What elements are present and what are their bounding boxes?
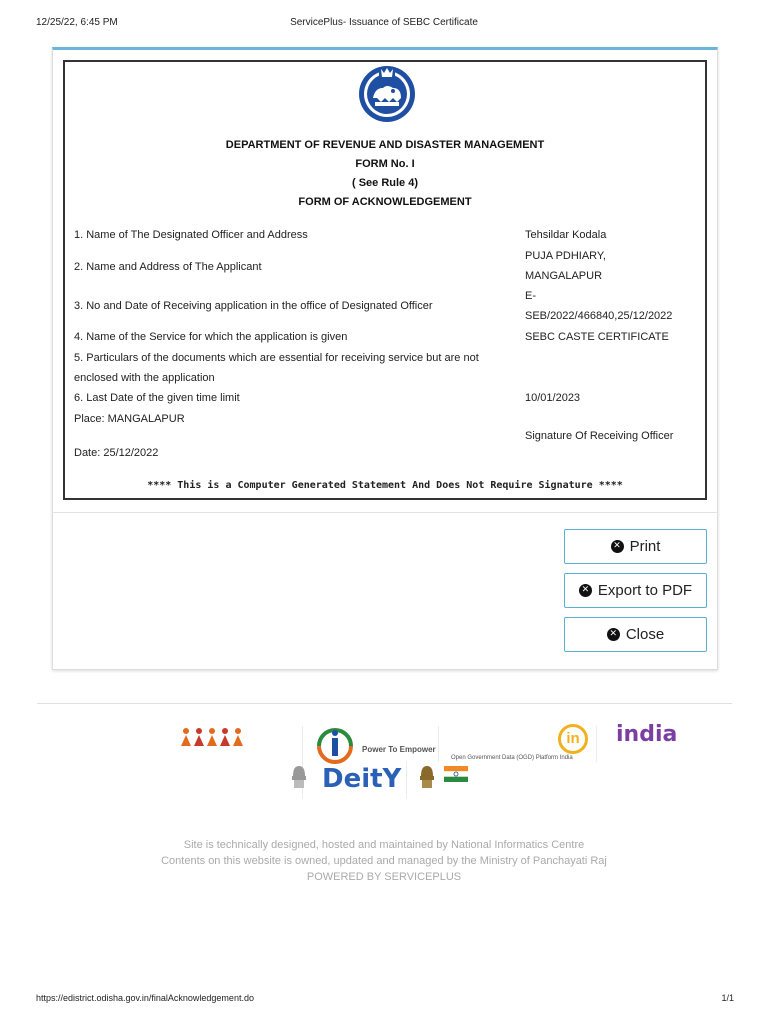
odisha-emblem-icon [357,64,417,124]
print-page-count: 1/1 [721,993,734,1003]
date-text: Date: 25/12/2022 [74,447,159,459]
row-3-value-line2: SEB/2022/466840,25/12/2022 [525,310,673,322]
deity-logo-icon [315,724,355,766]
acknowledgement-form [63,60,707,500]
partner-logos [170,718,690,808]
footer-divider [37,703,732,704]
department-heading: DEPARTMENT OF REVENUE AND DISASTER MANAGEMENT [225,139,545,151]
form-headings [65,136,705,212]
row-4-label: 4. Name of the Service for which the application is given [74,331,348,343]
signature-text: Signature Of Receiving Officer [525,430,674,442]
deity-tagline: Power To Empower [362,745,436,754]
row-3-label: 3. No and Date of Receiving application in the office of Designated Officer [74,300,433,312]
close-button-label: Close [625,626,665,643]
row-2-value-line2: MANGALAPUR [525,270,603,282]
people-figures-logo-icon [180,726,244,748]
row-6-value: 10/01/2023 [525,392,581,404]
row-2-label: 2. Name and Address of The Applicant [74,261,262,273]
indian-flag-icon [444,766,468,782]
logo-separator [406,762,407,798]
row-2-value-line1: PUJA PDHIARY, [525,250,606,262]
rule-heading: ( See Rule 4) [351,177,419,189]
close-circle-icon: ✕ [579,584,592,597]
form-title-heading: FORM OF ACKNOWLEDGEMENT [298,196,472,208]
row-5-label-line2: enclosed with the application [74,372,215,384]
row-1-label: 1. Name of The Designated Officer and Address [74,229,308,241]
print-button-label: Print [629,538,661,555]
logo-separator [438,726,439,762]
logo-separator [596,726,597,762]
footer-line-nic: Site is technically designed, hosted and maintained by National Informatics Centre [183,839,585,851]
india-wordmark: india [616,722,678,747]
national-emblem-icon [416,762,438,796]
print-url: https://edistrict.odisha.gov.in/finalAcknowledgement.do [36,993,254,1003]
close-button[interactable] [564,617,707,652]
row-1-value: Tehsildar Kodala [525,229,607,241]
panel-divider [52,512,718,513]
print-header [0,14,768,34]
row-4-value: SEBC CASTE CERTIFICATE [525,331,669,343]
ogd-logo-text: in [566,730,580,747]
row-6-label: 6. Last Date of the given time limit [74,392,240,404]
close-circle-icon: ✕ [607,628,620,641]
footer-line-ministry: Contents on this website is owned, updated and managed by the Ministry of Panchayati Raj [161,855,607,867]
print-page-title: ServicePlus- Issuance of SEBC Certificate [290,17,478,28]
ogd-caption: Open Government Data (OGD) Platform India [451,755,573,761]
place-text: Place: MANGALAPUR [74,413,185,425]
close-circle-icon: ✕ [611,540,624,553]
national-emblem-icon [288,762,310,796]
print-button[interactable] [564,529,707,564]
print-datetime: 12/25/22, 6:45 PM [36,17,118,28]
deity-wordmark: DeitY [322,764,402,794]
row-5-label-line1: 5. Particulars of the documents which are essential for receiving service but are not [74,352,479,364]
form-number-heading: FORM No. I [355,158,415,170]
export-pdf-button[interactable] [564,573,707,608]
computer-generated-note: **** This is a Computer Generated Statement And Does Not Require Signature **** [147,480,623,491]
footer-powered-by: POWERED BY SERVICEPLUS [306,871,462,883]
export-pdf-button-label: Export to PDF [597,582,693,599]
row-3-value-line1: E- [525,290,536,302]
ogd-logo-icon [558,724,588,754]
